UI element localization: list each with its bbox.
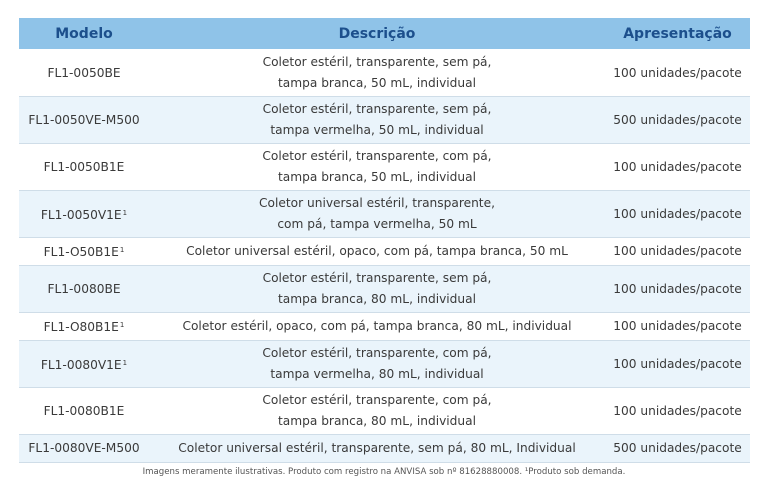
model-code: FL1-0080VE-M500 <box>28 441 140 455</box>
description-cell <box>149 388 605 435</box>
model-code: FL1-O80B1E <box>43 320 119 334</box>
on-demand-footnote-marker: 1 <box>119 321 125 329</box>
header-modelo: Modelo <box>19 18 149 50</box>
description-cell <box>149 341 605 388</box>
presentation-cell: 500 unidades/pacote <box>605 97 750 144</box>
model-code: FL1-0050V1E <box>40 207 122 222</box>
model-cell <box>19 238 149 266</box>
model-cell <box>19 341 149 388</box>
footnote: Imagens meramente ilustrativas. Produto com registro na ANVISA sob nº 81628880008. ¹Produto sob demanda. <box>142 467 626 477</box>
presentation-cell: 100 unidades/pacote <box>605 313 750 341</box>
description-cell <box>149 313 605 341</box>
presentation-cell: 100 unidades/pacote <box>605 50 750 97</box>
description-line: tampa branca, 50 mL, individual <box>278 76 476 90</box>
model-code: FL1-0050VE-M500 <box>28 112 140 127</box>
description-line: tampa branca, 80 mL, individual <box>278 292 476 306</box>
table-row <box>19 144 750 191</box>
description-line: Coletor estéril, opaco, com pá, tampa branca, 80 mL, individual <box>182 319 572 333</box>
description-line: Coletor universal estéril, transparente, sem pá, 80 mL, Individual <box>178 441 576 455</box>
table-row <box>19 191 750 238</box>
description-cell <box>149 191 605 238</box>
product-table <box>19 18 750 463</box>
description-cell <box>149 435 605 463</box>
description-line: Coletor universal estéril, transparente, <box>259 196 495 210</box>
description-line: tampa branca, 50 mL, individual <box>278 170 476 184</box>
description-line: Coletor estéril, transparente, sem pá, <box>262 271 492 285</box>
model-code: FL1-0050B1E <box>43 159 125 174</box>
model-cell <box>19 313 149 341</box>
model-code: FL1-0080B1E <box>43 403 125 418</box>
model-cell <box>19 435 149 463</box>
header-descricao: Descrição <box>149 18 605 50</box>
header-apresentacao: Apresentação <box>605 18 750 50</box>
description-cell <box>149 50 605 97</box>
model-cell <box>19 144 149 191</box>
on-demand-footnote-marker: 1 <box>122 208 128 217</box>
description-cell <box>149 97 605 144</box>
description-line: tampa vermelha, 50 mL, individual <box>270 123 484 137</box>
model-code: FL1-0080V1E <box>40 357 122 372</box>
description-line: Coletor estéril, transparente, sem pá, <box>262 102 492 116</box>
description-line: tampa branca, 80 mL, individual <box>278 414 476 428</box>
table-row <box>19 97 750 144</box>
table-row <box>19 435 750 463</box>
model-code: FL1-0080BE <box>47 281 121 296</box>
presentation-cell: 100 unidades/pacote <box>605 388 750 435</box>
table-row <box>19 50 750 97</box>
on-demand-footnote-marker: 1 <box>119 246 125 254</box>
product-table-container <box>19 18 750 463</box>
description-line: Coletor estéril, transparente, com pá, <box>262 393 492 407</box>
description-line: com pá, tampa vermelha, 50 mL <box>277 217 477 231</box>
on-demand-footnote-marker: 1 <box>122 358 128 367</box>
table-header-row <box>19 18 750 50</box>
table-row <box>19 341 750 388</box>
model-cell <box>19 97 149 144</box>
description-cell <box>149 266 605 313</box>
presentation-cell: 100 unidades/pacote <box>605 191 750 238</box>
description-line: Coletor estéril, transparente, com pá, <box>262 149 492 163</box>
model-cell <box>19 50 149 97</box>
table-row <box>19 313 750 341</box>
description-line: Coletor estéril, transparente, sem pá, <box>262 55 492 69</box>
table-row <box>19 266 750 313</box>
table-body <box>19 50 750 463</box>
model-cell <box>19 388 149 435</box>
presentation-cell: 500 unidades/pacote <box>605 435 750 463</box>
presentation-cell: 100 unidades/pacote <box>605 144 750 191</box>
description-line: Coletor universal estéril, opaco, com pá, tampa branca, 50 mL <box>186 244 568 258</box>
description-cell <box>149 238 605 266</box>
description-cell <box>149 144 605 191</box>
model-code: FL1-O50B1E <box>43 245 119 259</box>
model-cell <box>19 191 149 238</box>
model-cell <box>19 266 149 313</box>
description-line: tampa vermelha, 80 mL, individual <box>270 367 484 381</box>
table-row <box>19 388 750 435</box>
presentation-cell: 100 unidades/pacote <box>605 341 750 388</box>
description-line: Coletor estéril, transparente, com pá, <box>262 346 492 360</box>
presentation-cell: 100 unidades/pacote <box>605 238 750 266</box>
presentation-cell: 100 unidades/pacote <box>605 266 750 313</box>
table-row <box>19 238 750 266</box>
model-code: FL1-0050BE <box>47 65 121 80</box>
